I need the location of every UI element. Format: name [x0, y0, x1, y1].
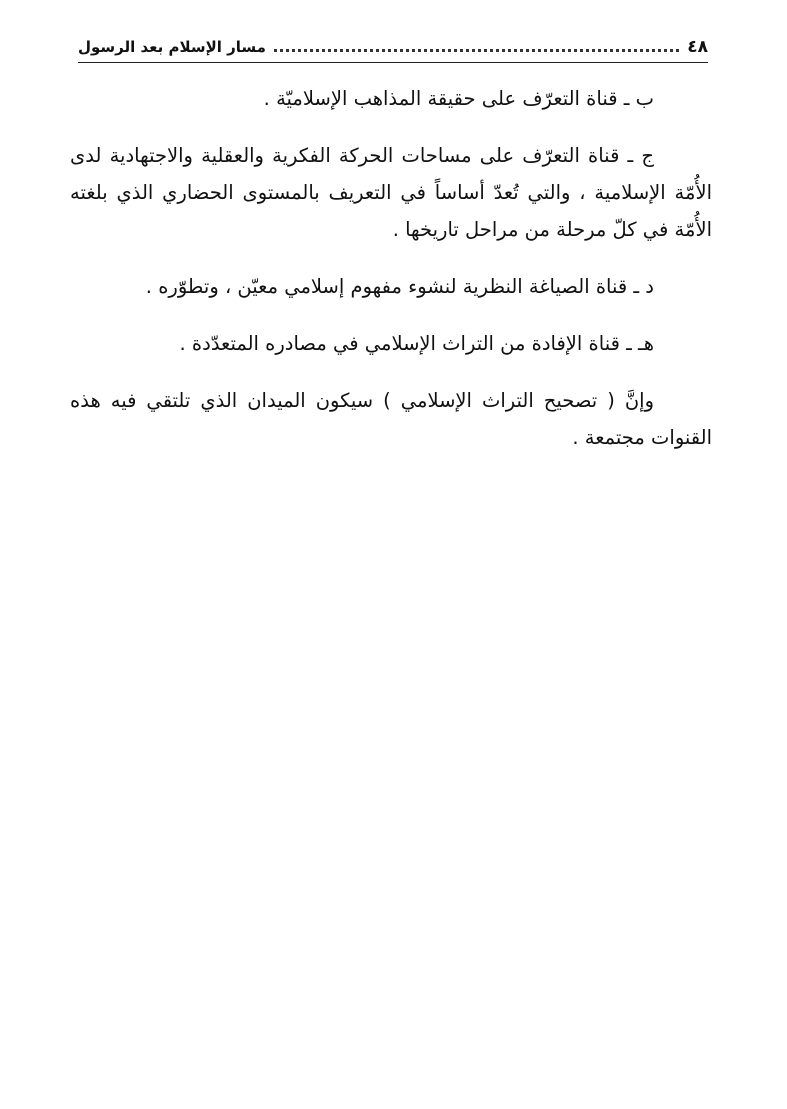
paragraph-conclusion: وإنَّ ( تصحيح التراث الإسلامي ) سيكون الميدان الذي تلتقي فيه هذه القنوات مجتمعة .	[70, 389, 712, 449]
page-number: ٤٨	[687, 37, 708, 57]
paragraph-j: ج ـ قناة التعرّف على مساحات الحركة الفكرية والعقلية والاجتهادية لدى الأُمّة الإسلامية ، والتي تُعدّ أساساً في التعريف بالمستوى الحضاري الذي بلغته الأُمّة في كلّ مرحلة من مراحل تاريخها .	[70, 144, 712, 241]
page-header	[78, 32, 708, 63]
paragraph-d: د ـ قناة الصياغة النظرية لنشوء مفهوم إسلامي معيّن ، وتطوّره .	[145, 275, 654, 298]
header-dot-leader	[274, 49, 679, 52]
running-title: مسار الإسلام بعد الرسول	[78, 38, 266, 56]
paragraph-h: هـ ـ قناة الإفادة من التراث الإسلامي في مصادره المتعدّدة .	[179, 332, 654, 355]
paragraph-b: ب ـ قناة التعرّف على حقيقة المذاهب الإسلاميّة .	[263, 87, 654, 110]
page-body	[70, 80, 712, 476]
